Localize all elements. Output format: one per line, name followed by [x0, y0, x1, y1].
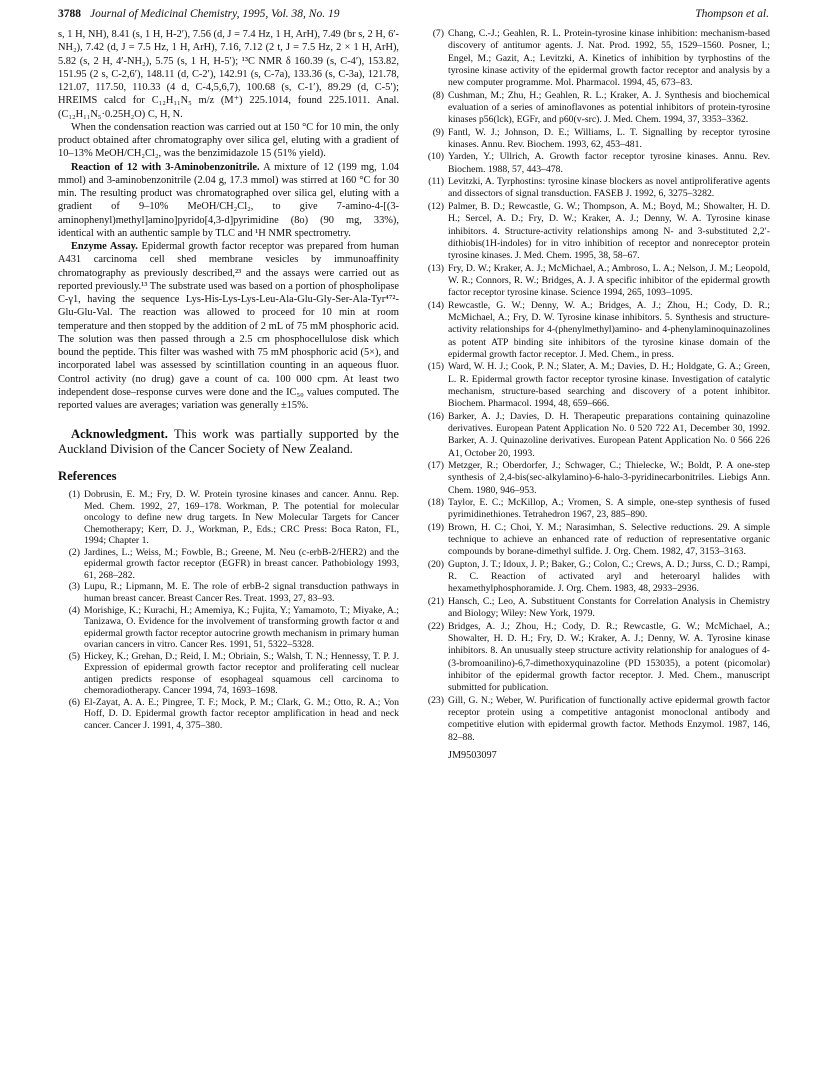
- reference-text: Levitzki, A. Tyrphostins: tyrosine kinase blockers as novel antiproliferative agents and dissectors of signal transduction. FASEB J. 1992, 6, 3275–3282.: [448, 176, 770, 200]
- references-list-left: [58, 489, 399, 731]
- journal-citation: Journal of Medicinal Chemistry, 1995, Vol. 38, No. 19: [90, 8, 340, 20]
- reference-text: Cushman, M.; Zhu, H.; Geahlen, R. L.; Kraker, A. J. Synthesis and biochemical evaluation of a series of aminoflavones as potential inhibitors of protein-tyrosine kinases p56(lck), EGFr, and p60(v-src). J. Med. Chem. 1994, 37, 3353–3362.: [448, 89, 770, 126]
- reference-item: [418, 263, 770, 300]
- reference-item: [418, 201, 770, 263]
- reference-text: Brown, H. C.; Choi, Y. M.; Narasimhan, S. Selective reductions. 29. A simple technique to achieve an enhanced rate of reduction of representative organic compounds by borane-dimethyl sulfide. J. Org. Chem. 1982, 47, 3153–3163.: [448, 521, 770, 558]
- acknowledgment-paragraph: [58, 427, 399, 457]
- reference-item: [418, 497, 770, 522]
- reference-item: [58, 697, 399, 732]
- reference-text: Gupton, J. T.; Idoux, J. P.; Baker, G.; Colon, C.; Crews, A. D.; Jurss, C. D.; Rampi, R. C. Reaction of activated aryl and heteroaryl halides with hexamethylphosphoramide. J. Org. Chem. 1983, 48, 2933–2936.: [448, 558, 770, 595]
- right-column: [418, 28, 770, 762]
- reference-item: [418, 151, 770, 176]
- reference-number: (23): [427, 694, 444, 706]
- reference-text: Hansch, C.; Leo, A. Substituent Constants for Correlation Analysis in Chemistry and Biology; Wiley: New York, 1979.: [448, 595, 770, 620]
- reference-number: (5): [68, 650, 80, 662]
- reference-item: [418, 596, 770, 621]
- reaction-paragraph: [58, 161, 399, 241]
- reference-number: (4): [68, 604, 80, 616]
- reference-item: [418, 460, 770, 497]
- reference-text: Morishige, K.; Kurachi, H.; Amemiya, K.; Fujita, Y.; Yamamoto, T.; Miyake, A.; Tanizawa, O. Evidence for the involvement of transforming growth factor α and epidermal growth factor receptor autocrine growth mechanism in primary human ovarian cancers in vitro. Cancer Res. 1991, 51, 5322–5328.: [84, 604, 399, 651]
- reference-number: (9): [432, 126, 444, 138]
- enzyme-assay-text: Epidermal growth factor receptor was prepared from human A431 carcinoma cell shed membrane vesicles by immunoaffinity chromatography as previously described,²³ and the assays were carried out as reported previously.¹³ The substrate used was based on a portion of phospholipase C-γ1, having the sequence Lys-His-Lys-Lys-Leu-Ala-Glu-Gly-Ser-Ala-Tyr⁴⁷²-Glu-Glu-Val. The reaction was allowed to proceed for 10 min at room temperature and then stopped by the addition of 2 mL of 75 mM phosphoric acid. The solution was then passed through a 2.5 cm phosphocellulose disk which bound the peptide. This filter was washed with 75 mM phosphoric acid (5×), and incorporated label was assessed by scintillation counting in an aqueous fluor. Control activity (no drug) gave a count of ca. 100 000 cpm. At least two independent dose–response curves were done and the IC₅₀ values computed. The reported values are averages; variation was generally ±15%.: [58, 241, 399, 411]
- reference-number: (18): [427, 497, 444, 509]
- reference-text: Yarden, Y.; Ullrich, A. Growth factor receptor tyrosine kinases. Annu. Rev. Biochem. 1988, 57, 443–478.: [448, 151, 770, 175]
- reference-text: Lupu, R.; Lipmann, M. E. The role of erbB-2 signal transduction pathways in human breast cancer. Breast Cancer Res. Treat. 1993, 27, 83–93.: [84, 581, 399, 605]
- reference-number: (8): [432, 89, 444, 101]
- reference-item: [58, 581, 399, 604]
- reference-text: Fry, D. W.; Kraker, A. J.; McMichael, A.; Ambroso, L. A.; Nelson, J. M.; Leopold, W. R.; Connors, R. W.; Bridges, A. J. A specific inhibitor of the epidermal growth factor receptor tyrosine kinase. Science 1994, 265, 1093–1095.: [448, 262, 770, 299]
- reference-item: [58, 651, 399, 697]
- reference-text: Metzger, R.; Oberdorfer, J.; Schwager, C.; Thielecke, W.; Boldt, P. A one-step synthesis of 2,4-bis(sec-alkylamino)-6-halo-3-pyridinecarbonitriles. Liebigs Ann. Chem. 1980, 946–953.: [448, 460, 770, 496]
- condensation-paragraph: When the condensation reaction was carried out at 150 °C for 10 min, the only product obtained after chromatography over silica gel, eluting with a gradient of 10–13% MeOH/CH₂Cl₂, was the benzimidazole 15 (51% yield).: [58, 121, 399, 160]
- reference-number: (10): [427, 151, 444, 163]
- reference-text: Jardines, L.; Weiss, M.; Fowble, B.; Greene, M. Neu (c-erbB-2/HER2) and the epidermal growth factor receptor (EGFR) in breast cancer. Pathobiology 1993, 61, 268–282.: [84, 546, 399, 581]
- reference-number: (6): [68, 696, 80, 708]
- reference-text: Hickey, K.; Grehan, D.; Reid, I. M.; Obriain, S.; Walsh, T. N.; Hennessy, T. P. J. Expression of epidermal growth factor receptor and proliferating cell nuclear antigen predicts response of esophageal squamous cell carcinoma to chemoradiotherapy. Cancer 1994, 74, 1693–1698.: [84, 650, 399, 697]
- reference-number: (21): [427, 595, 444, 607]
- acknowledgment-heading: Acknowledgment.: [71, 427, 168, 442]
- reference-number: (20): [427, 558, 444, 570]
- reference-number: (1): [68, 489, 80, 501]
- page-number: 3788: [58, 8, 81, 20]
- reference-text: Ward, W. H. J.; Cook, P. N.; Slater, A. M.; Davies, D. H.; Holdgate, G. A.; Green, L. R. Epidermal growth factor receptor tyrosine kinase. Investigation of catalytic mechanism, structure-based searching and discovery of a potent inhibitor. Biochem. Pharmacol. 1994, 48, 659–666.: [448, 361, 770, 410]
- reference-number: (14): [427, 299, 444, 311]
- reference-text: El-Zayat, A. A. E.; Pingree, T. F.; Mock, P. M.; Clark, G. M.; Otto, R. A.; Von Hoff, D. D. Epidermal growth factor receptor amplification in head and neck cancer. Cancer J. 1991, 4, 375–380.: [84, 696, 399, 732]
- reaction-text: A mixture of 12 (199 mg, 1.04 mmol) and 3-aminobenzonitrile (2.04 g, 17.3 mmol) was stirred at 160 °C for 30 min. The resulting product was chromatographed over silica gel, eluting with a gradient of 9–10% MeOH/CH₂Cl₂, to give 7-amino-4-[(3-aminophenyl)methyl]amino]pyrido[4,3-d]pyrimidine (8o) (90 mg, 33%), identical with an authentic sample by TLC and ¹H NMR spectrometry.: [58, 161, 399, 239]
- reaction-heading: Reaction of 12 with 3-Aminobenzonitrile.: [71, 161, 260, 173]
- reference-number: (12): [427, 200, 444, 212]
- reference-item: [58, 547, 399, 582]
- reference-text: Palmer, B. D.; Rewcastle, G. W.; Thompson, A. M.; Boyd, M.; Showalter, H. D. H.; Sercel, A. D.; Fry, D. W.; Kraker, A. J.; Denny, W. A. Tyrosine kinase inhibitors. 4. Structure-activity relationships among N- and 3-substituted 2,2′-dithiobis(1H-indoles) for in vitro inhibition of receptor and nonreceptor protein tyrosine kinases. J. Med. Chem. 1995, 38, 58–67.: [448, 200, 770, 262]
- reference-text: Taylor, E. C.; McKillop, A.; Vromen, S. A simple, one-step synthesis of fused pyrimidinethiones. Tetrahedron 1967, 23, 885–890.: [448, 497, 770, 521]
- reference-item: [418, 176, 770, 201]
- reference-text: Rewcastle, G. W.; Denny, W. A.; Bridges, A. J.; Zhou, H.; Cody, D. R.; McMichael, A.; Fry, D. W. Tyrosine kinase inhibitors. 5. Synthesis and structure-activity relationships for 4-(phenylmethyl)amino- and 4-phenylaminoquinazolines as potent ATP binding site inhibitors of the tyrosine kinase domain of the epidermal growth factor receptor. J. Med. Chem., in press.: [448, 299, 770, 360]
- reference-number: (15): [427, 361, 444, 373]
- reference-number: (13): [427, 262, 444, 274]
- reference-number: (2): [68, 546, 80, 558]
- reference-number: (19): [427, 521, 444, 533]
- reference-text: Dobrusin, E. M.; Fry, D. W. Protein tyrosine kinases and cancer. Annu. Rep. Med. Chem. 1992, 27, 169–178. Workman, P. The potential for molecular oncology to define new drug targets. In New Molecular Targets for Cancer Chemotherapy; Kerr, D. J., Workman, P., Eds.; CRC Press: Boca Raton, FL, 1994; Chapter 1.: [84, 489, 399, 547]
- running-head: Thompson et al.: [695, 8, 769, 20]
- reference-item: [58, 605, 399, 651]
- reference-text: Barker, A. J.; Davies, D. H. Therapeutic preparations containing quinazoline derivatives. European Patent Application No. 0 520 722 A1, December 30, 1992. Barker, A. J. Quinazoline derivatives. European Patent Application No. 0 566 226 A1, October 20, 1993.: [448, 410, 770, 459]
- reference-item: [418, 28, 770, 90]
- reference-number: (7): [432, 28, 444, 39]
- reference-item: [418, 621, 770, 695]
- reference-item: [418, 361, 770, 410]
- reference-text: Gill, G. N.; Weber, W. Purification of functionally active epidermal growth factor receptor protein using a competitive antagonist monoclonal antibody and competitive elution with epidermal growth factor. Methods Enzymol. 1987, 146, 82–88.: [448, 694, 770, 743]
- manuscript-code: JM9503097: [448, 749, 497, 761]
- nmr-data-paragraph: s, 1 H, NH), 8.41 (s, 1 H, H-2′), 7.56 (d, J = 7.4 Hz, 1 H, ArH), 7.49 (br s, 2 H, 6′-NH₂), 7.42 (d, J = 7.5 Hz, 1 H, ArH), 7.16, 7.12 (2 t, J = 7.5 Hz, 2 × 1 H, ArH), 5.82 (s, 2 H, 4′-NH₂), 5.75 (s, 1 H, H-5′); ¹³C NMR δ 160.39 (s, C-4′), 153.82, 151.95 (2 s, C-2,6′), 148.11 (d, C-2′), 142.91 (s, C-7a), 133.36 (s, C-3a), 121.78, 121.07, 117.50, 110.33 (4 d, C-4,5,6,7), 100.68 (s, C-1′), 89.29 (d, C-5′); HREIMS calcd for C₁₂H₁₁N₅ m/z (M⁺) 225.1014, found 225.1011. Anal. (C₁₂H₁₁N₅·0.25H₂O) C, H, N.: [58, 29, 399, 120]
- acknowledgment-text: This work was partially supported by the Auckland Division of the Cancer Society of New Zealand.: [58, 427, 400, 457]
- enzyme-assay-heading: Enzyme Assay.: [71, 241, 138, 252]
- reference-number: (16): [427, 410, 444, 422]
- reference-number: (17): [427, 460, 444, 472]
- reference-text: Chang, C.-J.; Geahlen, R. L. Protein-tyrosine kinase inhibition: mechanism-based discovery of antitumor agents. J. Nat. Prod. 1992, 55, 1529–1560. Posner, I.; Engel, M.; Gazit, A.; Levitzki, A. Kinetics of inhibition by tyrphostins of the tyrosine kinase activity of the epidermal growth factor receptor and analysis by a new computer programme. Mol. Pharmacol. 1994, 45, 673–83.: [448, 28, 770, 89]
- page-header: [58, 8, 769, 24]
- left-column: [58, 28, 399, 732]
- enzyme-assay-paragraph: [58, 240, 399, 412]
- references-heading: References: [58, 468, 117, 483]
- reference-number: (22): [427, 620, 444, 632]
- reference-item: [418, 411, 770, 460]
- reference-item: [418, 695, 770, 744]
- reference-item: [418, 522, 770, 559]
- reference-item: [418, 127, 770, 152]
- reference-number: (3): [68, 581, 80, 593]
- reference-item: [418, 559, 770, 596]
- reference-item: [418, 90, 770, 127]
- reference-item: [58, 489, 399, 547]
- reference-number: (11): [428, 176, 444, 188]
- reference-text: Fantl, W. J.; Johnson, D. E.; Williams, L. T. Signalling by receptor tyrosine kinases. Annu. Rev. Biochem. 1993, 62, 453–481.: [448, 126, 770, 151]
- references-list-right: [418, 28, 770, 744]
- reference-item: [418, 300, 770, 362]
- reference-text: Bridges, A. J.; Zhou, H.; Cody, D. R.; Rewcastle, G. W.; McMichael, A.; Showalter, H. D. H.; Fry, D. W.; Kraker, A. J.; Denny, W. A. Tyrosine kinase inhibitors. 8. An unusually steep structure activity relationship for analogues of 4-(3-bromoanilino)-6,7-dimethoxyquinazoline (PD 153035), a potent (picomolar) inhibitor of the epidermal growth factor receptor. J. Med. Chem., manuscript submitted for publication.: [448, 620, 770, 694]
